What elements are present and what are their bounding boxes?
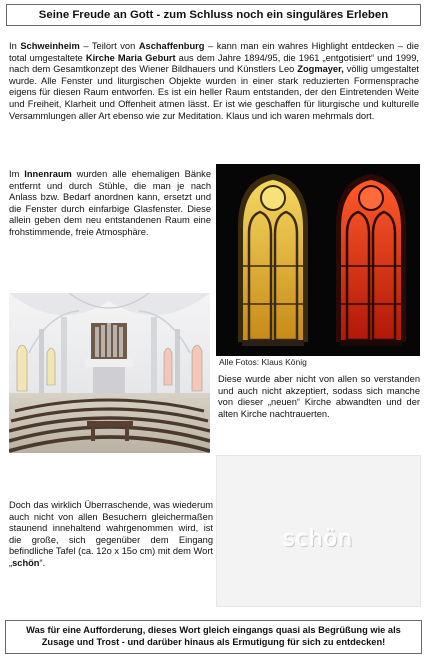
interior-paragraph [9,169,211,239]
closing-statement-text: Was für eine Aufforderung, dieses Wort gleich eingangs quasi als Begrüßung wie als Zusage und Trost - und darüber hinaus als Ermutigung für sich zu entdecken! [26,625,401,647]
surprise-text-1: Doch das wirklich Überraschende, was wiederum auch nicht von allen Besuchern gleichermaßen staunend innehaltend wahrgenommen wird, ist die große, sich gegenüber dem Eingang befindliche Tafel (ca. 12o x 15o cm) mit dem Wort „ [9,500,213,568]
intro-text-3: – kann man ein wahres Highlight entdecken – die total umgestaltete [9,41,420,63]
article-title-text: Seine Freude an Gott - zum Schluss noch ein singuläres Erleben [38,9,389,21]
intro-text-1: In [9,41,21,51]
church-interior-photo [9,293,210,453]
yellow-window [238,174,308,346]
interior-text-2: wurden alle ehemaligen Bänke entfernt und durch Stühle, die man je nach Anlass bzw. Bedarf anordnen kann, ersetzt und die Fenster durch einfarbige Glasfenster. Diese allein geben dem neu entstandenen Raum eine frohstimmende, freie Atmosphäre. [9,169,211,237]
interior-text-1: Im [9,169,25,179]
surprise-text-2: “. [39,557,46,568]
closing-statement-box [5,620,422,654]
interior-keyword: Innenraum [24,169,72,179]
intro-text-2: – Teilort von [79,41,139,51]
photo-credit: Alle Fotos: Klaus König [219,357,307,367]
intro-church-name: Kirche Maria Geburt [85,52,176,63]
intro-text-4: aus dem Jahre 1894/95, die 1961 „entgotisiert“ und 1999, nach dem Gesamtkonzept des Wiener Bildhauers und Künstlers Leo [9,52,419,75]
intro-paragraph [9,41,419,122]
article-title [6,4,421,26]
church-interior-image [9,293,210,453]
surprise-keyword: schön [12,557,40,568]
not-accepted-paragraph: Diese wurde aber nicht von allen so verstanden und auch nicht akzeptiert, sodass sich manche von dieser „neuen“ Kirche abwandten und der alten Kirche nachtrauerten. [218,374,420,419]
stained-glass-windows-photo [216,164,420,356]
intro-artist-name: Zogmayer, [297,64,344,75]
surprise-paragraph [9,500,213,570]
intro-text-5: völlig umgestaltet wurde. Alle Fenster und liturgischen Objekte wurden in einer stark reduzierten Formensprache eigens für diesen Raum entworfen. Es ist ein heller Raum entstanden, der den Eintretenden Weite und Freiheit, Klarheit und Offenheit atmen lässt. Er ist wie geschaffen für liturgische und kulturelle Versammlungen aller Art ebenso wie zur Meditation. Klaus und ich waren mehrmals dort. [9,64,419,121]
intro-city-name: Aschaffenburg [138,41,205,51]
stained-glass-windows-image [216,164,420,356]
schoen-tablet-photo [216,455,421,607]
tablet-engraved-word: schön [283,526,354,552]
intro-place-name: Schweinheim [20,41,80,51]
red-window [336,174,406,346]
